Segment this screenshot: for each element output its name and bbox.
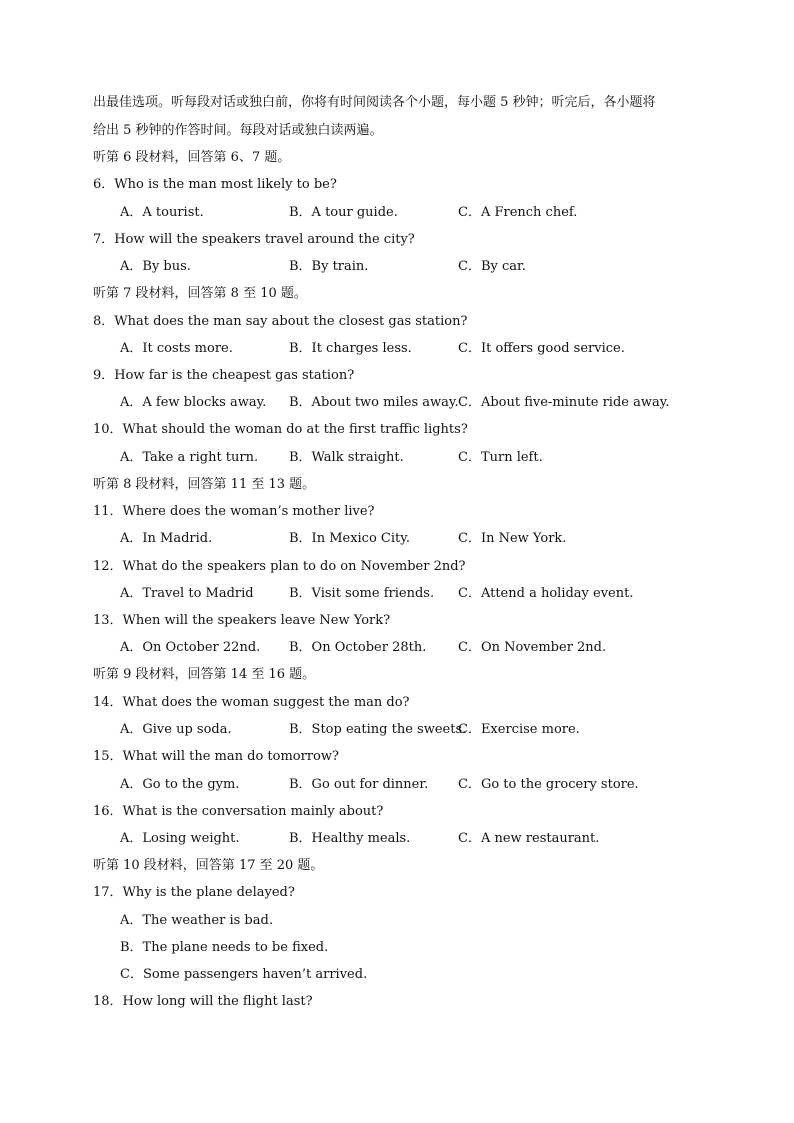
option-c: C．Some passengers haven’t arrived. bbox=[120, 967, 368, 982]
option-b: B．Visit some friends. bbox=[289, 586, 435, 601]
option-a: A．A few blocks away. bbox=[120, 395, 267, 410]
section-heading: 听第 6 段材料，回答第 6、7 题。 bbox=[93, 150, 291, 165]
option-c: C．On November 2nd. bbox=[458, 640, 607, 655]
question-18: 18．How long will the flight last? bbox=[93, 994, 313, 1009]
question-7: 7．How will the speakers travel around the city? bbox=[93, 232, 415, 247]
option-b: B．By train. bbox=[289, 259, 369, 274]
question-11: 11．Where does the woman’s mother live? bbox=[93, 504, 375, 519]
option-c: C．By car. bbox=[458, 259, 526, 274]
option-b: B．Stop eating the sweets. bbox=[289, 722, 467, 737]
option-a: A．It costs more. bbox=[120, 341, 233, 356]
option-b: B．About two miles away. bbox=[289, 395, 459, 410]
option-c: C．A French chef. bbox=[458, 205, 578, 220]
question-12: 12．What do the speakers plan to do on November 2nd? bbox=[93, 559, 466, 574]
question-6: 6．Who is the man most likely to be? bbox=[93, 177, 337, 192]
option-c: C．In New York. bbox=[458, 531, 567, 546]
section-heading: 听第 7 段材料，回答第 8 至 10 题。 bbox=[93, 286, 307, 301]
option-b: B．Go out for dinner. bbox=[289, 777, 429, 792]
option-c: C．Attend a holiday event. bbox=[458, 586, 634, 601]
question-16: 16．What is the conversation mainly about? bbox=[93, 804, 384, 819]
option-c: C．Go to the grocery store. bbox=[458, 777, 639, 792]
option-a: A．Take a right turn. bbox=[120, 450, 259, 465]
option-a: A．Travel to Madrid bbox=[120, 586, 254, 601]
intro-line-2: 给出 5 秒钟的作答时间。每段对话或独白读两遍。 bbox=[93, 123, 383, 138]
option-a: A．Go to the gym. bbox=[120, 777, 240, 792]
intro-line-1: 出最佳选项。听每段对话或独白前，你将有时间阅读各个小题，每小题 5 秒钟；听完后，各小题将 bbox=[93, 95, 656, 110]
question-14: 14．What does the woman suggest the man do? bbox=[93, 695, 410, 710]
option-b: B．On October 28th. bbox=[289, 640, 427, 655]
option-a: A．On October 22nd. bbox=[120, 640, 261, 655]
option-c: C．About five-minute ride away. bbox=[458, 395, 670, 410]
option-b: B．Walk straight. bbox=[289, 450, 404, 465]
question-8: 8．What does the man say about the closest gas station? bbox=[93, 314, 468, 329]
option-a: A．In Madrid. bbox=[120, 531, 213, 546]
option-a: A．Losing weight. bbox=[120, 831, 240, 846]
option-c: C．Turn left. bbox=[458, 450, 543, 465]
section-heading: 听第 8 段材料，回答第 11 至 13 题。 bbox=[93, 477, 316, 492]
option-b: B．It charges less. bbox=[289, 341, 412, 356]
option-a: A．By bus. bbox=[120, 259, 191, 274]
option-c: C．Exercise more. bbox=[458, 722, 580, 737]
option-b: B．Healthy meals. bbox=[289, 831, 411, 846]
option-b: B．A tour guide. bbox=[289, 205, 398, 220]
option-a: A．Give up soda. bbox=[120, 722, 232, 737]
question-13: 13．When will the speakers leave New York? bbox=[93, 613, 391, 628]
question-9: 9．How far is the cheapest gas station? bbox=[93, 368, 355, 383]
question-17: 17．Why is the plane delayed? bbox=[93, 885, 295, 900]
question-15: 15．What will the man do tomorrow? bbox=[93, 749, 339, 764]
section-heading: 听第 9 段材料，回答第 14 至 16 题。 bbox=[93, 667, 316, 682]
option-b: B．The plane needs to be fixed. bbox=[120, 940, 329, 955]
option-c: C．It offers good service. bbox=[458, 341, 625, 356]
option-c: C．A new restaurant. bbox=[458, 831, 600, 846]
question-10: 10．What should the woman do at the first traffic lights? bbox=[93, 422, 468, 437]
option-a: A．The weather is bad. bbox=[120, 913, 273, 928]
option-a: A．A tourist. bbox=[120, 205, 204, 220]
section-heading: 听第 10 段材料，回答第 17 至 20 题。 bbox=[93, 858, 324, 873]
option-b: B．In Mexico City. bbox=[289, 531, 411, 546]
